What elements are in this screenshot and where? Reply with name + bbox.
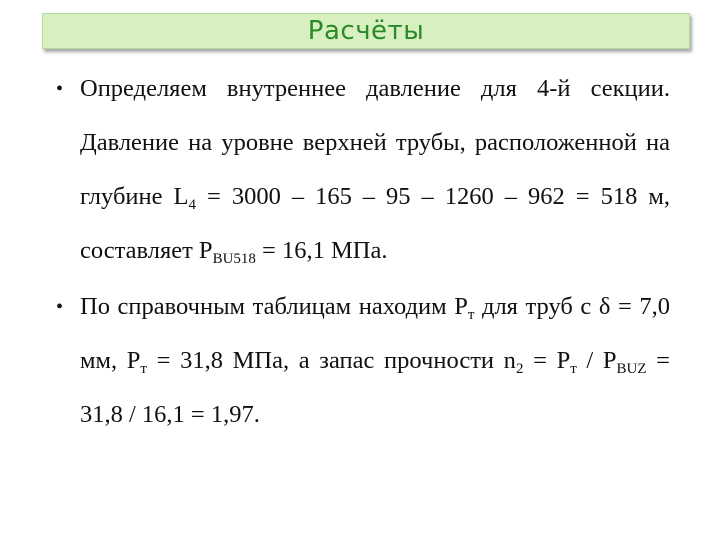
subscript: 4 [188,197,196,213]
bullet-text-2 [80,280,670,442]
text-run: = 31,8 МПа, а запас прочности n [146,347,516,374]
bullet-marker: • [56,296,64,318]
subscript: 2 [515,361,524,377]
title-bar [42,13,690,49]
bullet-item-2 [56,280,670,442]
subscript: т [467,307,475,323]
bullet-marker: • [56,78,64,100]
subscript: т [570,361,577,377]
subscript: BU518 [212,251,256,267]
text-run: = Р [523,347,571,374]
text-run: = 16,1 МПа. [255,237,388,264]
text-run: = 31,8 / 16,1 = 1,97. [80,347,670,428]
slide-title: Расчёты [307,16,425,46]
slide-body [56,62,670,442]
text-run: = 3000 – 165 – 95 – 1260 – 962 = 518 м, составляет Р [80,183,670,264]
text-run: для труб с δ = 7,0 мм, Р [80,293,670,374]
subscript: т [140,361,147,377]
text-run: Определяем внутреннее давление для 4-й секции. Давление на уровне верхней трубы, расположенной на глубине L [80,75,670,210]
bullet-item-1 [56,62,670,278]
text-run: / Р [576,347,617,374]
bullet-text-1 [80,62,670,278]
text-run: По справочным таблицам находим Р [80,293,468,320]
subscript: BUZ [616,361,647,377]
